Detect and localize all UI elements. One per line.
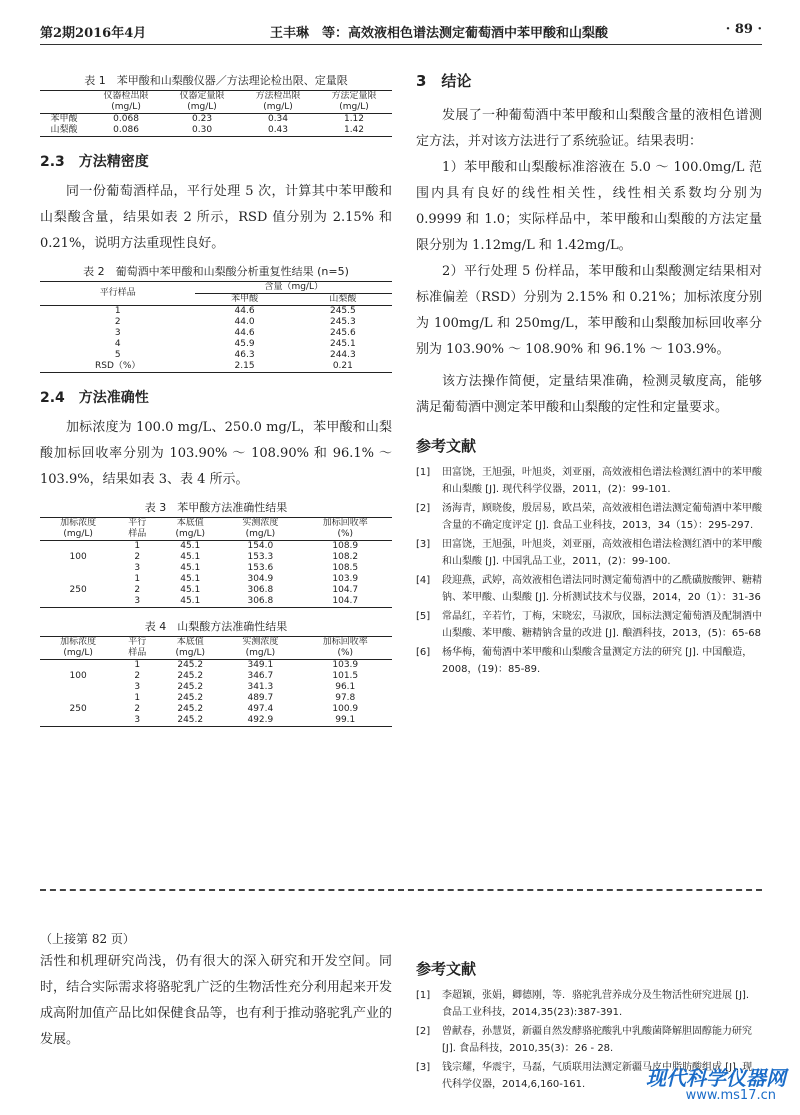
reference-text: 曾献春，孙慧贤，新疆自然发酵骆驼酸乳中乳酸菌降解胆固醇能力研究 [J]. 食品科技，2010,35(3)：26 - 28. bbox=[442, 1026, 752, 1054]
table2 bbox=[40, 281, 392, 373]
table-row bbox=[40, 715, 392, 727]
table-cell: 108.5 bbox=[332, 563, 359, 573]
table-cell: 0.43 bbox=[240, 125, 316, 137]
table-row bbox=[40, 328, 392, 339]
continued-references-heading: 参考文献 bbox=[416, 960, 477, 978]
table-cell: 0.21 bbox=[294, 361, 392, 373]
table-cell: 245.3 bbox=[329, 317, 356, 327]
references-heading: 参考文献 bbox=[416, 437, 477, 455]
table-cell: 0.23 bbox=[192, 114, 213, 124]
page-number: · 89 · bbox=[725, 22, 762, 37]
table3 bbox=[40, 517, 392, 608]
table-row bbox=[40, 361, 392, 373]
column-header: 平行 样品 bbox=[116, 637, 158, 660]
table-cell: 153.6 bbox=[247, 563, 274, 573]
table-row bbox=[40, 671, 392, 682]
table-cell: 44.0 bbox=[234, 317, 255, 327]
table-cell: 101.5 bbox=[332, 671, 359, 681]
table-row bbox=[40, 350, 392, 361]
column-header: 苯甲酸 bbox=[195, 294, 293, 306]
table-cell: 244.3 bbox=[329, 350, 356, 360]
section-2-4-text: 加标浓度为 100.0 mg/L、250.0 mg/L，苯甲酸和山梨酸加标回收率分别为 103.90% ～ 108.90% 和 96.1% ～ 103.9%，结果如表 3、表 4 所示。 bbox=[40, 420, 392, 487]
table-cell: 245.2 bbox=[158, 715, 222, 727]
column-header: 实测浓度 (mg/L) bbox=[222, 518, 298, 541]
table-cell: 44.6 bbox=[234, 328, 255, 338]
table-cell bbox=[40, 596, 116, 608]
table-cell: 2 bbox=[114, 317, 121, 327]
reference-item bbox=[416, 987, 762, 1021]
table-cell: 104.7 bbox=[299, 596, 392, 608]
column-header: 平行 样品 bbox=[116, 518, 158, 541]
table-row bbox=[40, 563, 392, 574]
table-cell: 104.7 bbox=[332, 585, 359, 595]
table-cell: 1 bbox=[134, 541, 141, 551]
table-cell: 100 bbox=[69, 552, 87, 562]
table-cell: 45.1 bbox=[180, 541, 201, 551]
column-header: 山梨酸 bbox=[294, 294, 392, 306]
table-cell bbox=[40, 660, 116, 672]
reference-item bbox=[416, 608, 762, 642]
reference-item bbox=[416, 1023, 762, 1057]
table-cell: 3 bbox=[134, 563, 141, 573]
table-cell: 108.2 bbox=[332, 552, 359, 562]
table-cell: 0.068 bbox=[113, 114, 139, 124]
column-header: 仪器检出限 (mg/L) bbox=[88, 91, 164, 114]
column-header: 本底值 (mg/L) bbox=[158, 637, 222, 660]
continued-text: 活性和机理研究尚浅，仍有很大的深入研究和开发空间。同时，结合实际需求将骆驼乳广泛的生物活性充分利用起来开发成高附加值产品比如保健食品等，也有利于推动骆驼乳产业的发展。 bbox=[40, 954, 392, 1047]
table-cell: 1.42 bbox=[316, 125, 392, 137]
article-running-title: 王丰琳 等：高效液相色谱法测定葡萄酒中苯甲酸和山梨酸 bbox=[270, 26, 609, 41]
table-cell: 1 bbox=[114, 306, 121, 316]
table-cell: 3 bbox=[134, 682, 141, 692]
section-2-3-heading: 2.3 方法精密度 bbox=[40, 154, 149, 170]
table4 bbox=[40, 636, 392, 727]
table-cell: 0.30 bbox=[164, 125, 240, 137]
table-row bbox=[40, 339, 392, 350]
table-cell: 153.3 bbox=[247, 552, 274, 562]
table-cell: 103.9 bbox=[332, 574, 359, 584]
column-header bbox=[40, 91, 88, 114]
table-cell: 245.2 bbox=[177, 682, 204, 692]
continuation-divider bbox=[40, 889, 762, 891]
reference-number: [2] bbox=[416, 503, 431, 514]
table-cell: 100 bbox=[69, 671, 87, 681]
table-row bbox=[40, 306, 392, 318]
reference-number: [1] bbox=[416, 467, 431, 478]
table2-caption: 表 2 葡萄酒中苯甲酸和山梨酸分析重复性结果 (n=5) bbox=[83, 265, 349, 278]
table-cell: 96.1 bbox=[335, 682, 356, 692]
watermark-logo: 现代科学仪器网 bbox=[646, 1066, 786, 1090]
reference-text: 段迎燕，武婷，高效液相色谱法同时测定葡萄酒中的乙酰磺胺酸钾、糖精钠、苯甲酸、山梨酸 [J]. 分析测试技术与仪器，2014，20（1）：31-36 bbox=[442, 575, 762, 603]
table-row bbox=[40, 682, 392, 693]
table-row bbox=[40, 585, 392, 596]
table-cell: 45.1 bbox=[180, 585, 201, 595]
table-cell: 1 bbox=[134, 574, 141, 584]
table-row bbox=[40, 574, 392, 585]
column-header: 加标浓度 (mg/L) bbox=[40, 637, 116, 660]
reference-item bbox=[416, 644, 762, 678]
table-cell: 497.4 bbox=[247, 704, 274, 714]
table-row bbox=[40, 125, 392, 137]
table-cell: 100.9 bbox=[332, 704, 359, 714]
header-divider bbox=[40, 44, 762, 45]
section-3-heading: 3 结论 bbox=[416, 72, 472, 90]
table-cell: 245.6 bbox=[329, 328, 356, 338]
table-cell: RSD（%） bbox=[40, 361, 195, 373]
column-header: 平行样品 bbox=[40, 282, 195, 306]
table-cell: 4 bbox=[114, 339, 121, 349]
table-cell: 1 bbox=[134, 693, 141, 703]
table-cell: 97.8 bbox=[335, 693, 356, 703]
table-cell: 3 bbox=[116, 715, 158, 727]
reference-item bbox=[416, 536, 762, 570]
table-cell: 5 bbox=[114, 350, 121, 360]
table-cell bbox=[40, 682, 116, 693]
reference-text: 常晶红，辛若竹，丁梅，宋晓宏，马淑欣，国标法测定葡萄酒及配制酒中山梨酸、苯甲酸、糖精钠含量的改进 [J]. 酿酒科技，2013，(5)：65-68 bbox=[442, 611, 762, 639]
column-group-header: 含量（mg/L） bbox=[195, 282, 392, 294]
reference-number: [3] bbox=[416, 539, 431, 550]
conclusion-p1: 发展了一种葡萄酒中苯甲酸和山梨酸含量的液相色谱测定方法，并对该方法进行了系统验证。结果表明： bbox=[416, 108, 762, 149]
table1 bbox=[40, 90, 392, 137]
table-row bbox=[40, 660, 392, 672]
table-cell bbox=[40, 693, 116, 704]
table-cell: 2 bbox=[134, 704, 141, 714]
watermark-url: www.ms17.cn bbox=[685, 1088, 776, 1103]
right-column bbox=[416, 70, 762, 680]
issue-label: 第2期2016年4月 bbox=[40, 26, 147, 41]
table-cell: 154.0 bbox=[247, 541, 274, 551]
table-row bbox=[40, 552, 392, 563]
table-cell: 45.1 bbox=[180, 552, 201, 562]
table-cell: 45.1 bbox=[180, 563, 201, 573]
reference-item bbox=[416, 572, 762, 606]
table-cell: 1 bbox=[134, 660, 141, 670]
table-cell: 341.3 bbox=[247, 682, 274, 692]
table-cell: 492.9 bbox=[222, 715, 298, 727]
table-cell: 250 bbox=[69, 704, 87, 714]
table-cell: 489.7 bbox=[247, 693, 274, 703]
table-cell: 306.8 bbox=[222, 596, 298, 608]
reference-number: [6] bbox=[416, 647, 431, 658]
table-cell: 99.1 bbox=[299, 715, 392, 727]
table-cell: 245.2 bbox=[177, 704, 204, 714]
table-cell: 苯甲酸 bbox=[50, 114, 78, 124]
table-cell: 2 bbox=[134, 552, 141, 562]
column-header: 加标浓度 (mg/L) bbox=[40, 518, 116, 541]
continued-text-block bbox=[40, 930, 392, 1053]
table-row bbox=[40, 317, 392, 328]
reference-item bbox=[416, 464, 762, 498]
column-header: 加标回收率 (%) bbox=[299, 637, 392, 660]
table-row bbox=[40, 693, 392, 704]
reference-text: 田富饶，王旭强，叶旭炎，刘亚丽，高效液相色谱法检测红酒中的苯甲酸和山梨酸 [J]. 现代科学仪器，2011，(2)：99-101. bbox=[442, 467, 762, 495]
table-cell bbox=[40, 563, 116, 574]
table-cell: 3 bbox=[114, 328, 121, 338]
reference-text: 汤海青，顾晓俊，殷居易，欧昌荣，高效液相色谱法测定葡萄酒中苯甲酸含量的不确定度评定 [J]. 食品工业科技，2013，34（15）：295-297. bbox=[442, 503, 762, 531]
reference-number: [4] bbox=[416, 575, 431, 586]
table-cell: 245.2 bbox=[177, 693, 204, 703]
table-cell: 245.2 bbox=[177, 660, 204, 670]
table-cell: 0.34 bbox=[267, 114, 289, 124]
table-cell: 245.5 bbox=[329, 306, 356, 316]
reference-text: 李超颖，张娟，卿德刚，等．骆驼乳营养成分及生物活性研究进展 [J]. 食品工业科技，2014,35(23):387-391. bbox=[442, 990, 750, 1018]
table-row bbox=[40, 704, 392, 715]
column-header: 方法定量限 (mg/L) bbox=[316, 91, 392, 114]
running-header bbox=[40, 18, 762, 42]
table-cell: 45.9 bbox=[234, 339, 255, 349]
table-cell bbox=[40, 541, 116, 553]
table-row bbox=[40, 541, 392, 553]
reference-number: [2] bbox=[416, 1026, 431, 1037]
table-cell: 103.9 bbox=[332, 660, 359, 670]
reference-number: [1] bbox=[416, 990, 431, 1001]
table-row bbox=[40, 114, 392, 126]
table-cell: 44.6 bbox=[234, 306, 255, 316]
reference-item bbox=[416, 500, 762, 534]
table-cell: 2 bbox=[134, 585, 141, 595]
table1-caption: 表 1 苯甲酸和山梨酸仪器／方法理论检出限、定量限 bbox=[84, 74, 348, 87]
table-cell: 245.2 bbox=[177, 671, 204, 681]
table-cell bbox=[40, 574, 116, 585]
table-cell: 250 bbox=[69, 585, 87, 595]
reference-text: 杨华梅，葡萄酒中苯甲酸和山梨酸含量测定方法的研究 [J]. 中国酿造，2008，(19)：85-89. bbox=[442, 647, 753, 675]
table-cell: 2 bbox=[134, 671, 141, 681]
conclusion-p4: 该方法操作简便，定量结果准确，检测灵敏度高，能够满足葡萄酒中测定苯甲酸和山梨酸的定性和定量要求。 bbox=[416, 374, 762, 415]
reference-text: 钱宗耀，华震宇，马磊，气质联用法测定新疆马皮中脂肪酸组成 [J]. 现代科学仪器，2014,6,160-161. bbox=[442, 1062, 753, 1090]
table-cell bbox=[40, 715, 116, 727]
reference-number: [5] bbox=[416, 611, 431, 622]
table-cell: 1.12 bbox=[343, 114, 365, 124]
reference-list bbox=[416, 464, 762, 678]
column-header: 仪器定量限 (mg/L) bbox=[164, 91, 240, 114]
left-column bbox=[40, 52, 392, 727]
reference-number: [3] bbox=[416, 1062, 431, 1073]
reference-text: 田富饶，王旭强，叶旭炎，刘亚丽，高效液相色谱法检测红酒中的苯甲酸和山梨酸 [J]. 中国乳品工业，2011，(2)：99-100. bbox=[442, 539, 762, 567]
table3-caption: 表 3 苯甲酸方法准确性结果 bbox=[144, 501, 288, 514]
section-2-4-heading: 2.4 方法准确性 bbox=[40, 390, 149, 406]
table-cell: 46.3 bbox=[234, 350, 255, 360]
table-cell: 346.7 bbox=[247, 671, 274, 681]
section-2-3-text: 同一份葡萄酒样品，平行处理 5 次，计算其中苯甲酸和山梨酸含量，结果如表 2 所示，RSD 值分别为 2.15% 和 0.21%，说明方法重现性良好。 bbox=[40, 184, 392, 251]
table-cell: 349.1 bbox=[247, 660, 274, 670]
column-header: 本底值 (mg/L) bbox=[158, 518, 222, 541]
table-cell: 306.8 bbox=[247, 585, 274, 595]
table-cell: 2.15 bbox=[195, 361, 293, 373]
column-header: 实测浓度 (mg/L) bbox=[222, 637, 298, 660]
table-row bbox=[40, 596, 392, 608]
column-header: 方法检出限 (mg/L) bbox=[240, 91, 316, 114]
table-cell: 0.086 bbox=[88, 125, 164, 137]
table-cell: 45.1 bbox=[158, 596, 222, 608]
table-cell: 304.9 bbox=[247, 574, 274, 584]
table-cell: 3 bbox=[116, 596, 158, 608]
conclusion-p2: 1）苯甲酸和山梨酸标准溶液在 5.0 ～ 100.0mg/L 范围内具有良好的线性相关性，线性相关系数均分别为 0.9999 和 1.0；实际样品中，苯甲酸和山梨酸的方法定量限分别为 1.12mg/L 和 1.42mg/L。 bbox=[416, 160, 762, 253]
table-cell: 45.1 bbox=[180, 574, 201, 584]
conclusion-p3: 2）平行处理 5 份样品，苯甲酸和山梨酸测定结果相对标准偏差（RSD）分别为 2.15% 和 0.21%；加标浓度分别为 100mg/L 和 250mg/L，苯甲酸和山梨酸加标回收率分别为 103.90% ～ 108.90% 和 96.1% ～ 103.9%。 bbox=[416, 264, 762, 357]
continued-from-note: （上接第 82 页） bbox=[40, 932, 135, 946]
column-header: 加标回收率 (%) bbox=[299, 518, 392, 541]
table-cell: 245.1 bbox=[329, 339, 356, 349]
table-cell: 108.9 bbox=[332, 541, 359, 551]
table-cell: 山梨酸 bbox=[40, 125, 88, 137]
table4-caption: 表 4 山梨酸方法准确性结果 bbox=[144, 620, 288, 633]
